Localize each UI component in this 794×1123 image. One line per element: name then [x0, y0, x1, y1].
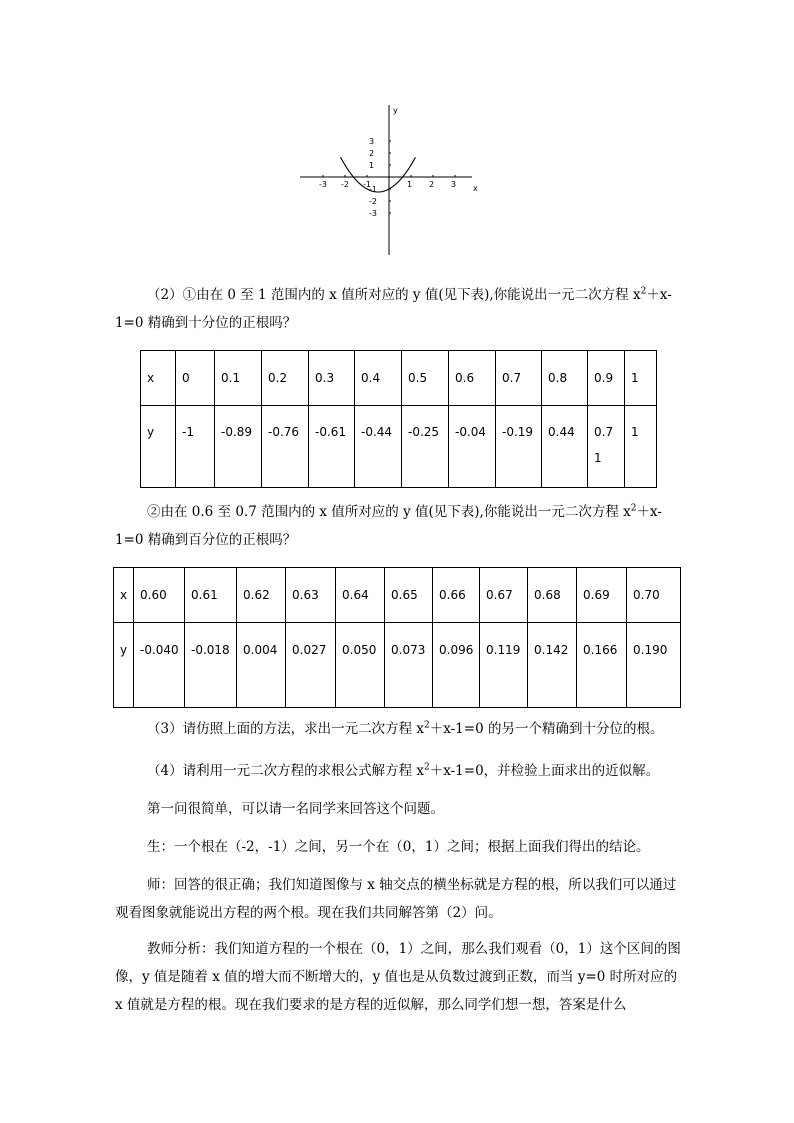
y-tick-label: 3	[369, 137, 375, 146]
value-table-tenths	[140, 350, 657, 488]
parabola-graph	[295, 100, 495, 260]
x-tick-label: 3	[451, 180, 457, 189]
x-tick-label: -3	[319, 180, 327, 189]
table-cell: 0.64	[336, 568, 385, 623]
table-cell: 0.004	[237, 623, 286, 708]
q2-1-text-b: ＋x-1=0 精确到十分位的正根吗？	[115, 287, 672, 331]
table-cell: 0.4	[355, 351, 402, 406]
question-4	[115, 757, 685, 785]
q2-2-text-b: ＋x-1=0 精确到百分位的正根吗？	[115, 504, 662, 548]
table-cell: -0.19	[496, 406, 542, 488]
table-cell: 0.119	[480, 623, 528, 708]
table-cell: 0.70	[627, 568, 681, 623]
q2-2-text-a: ②由在 0.6 至 0.7 范围内的 x 值所对应的 y 值(见下表),你能说出一元二次方程 x	[147, 504, 631, 520]
q3-superscript: 2	[424, 720, 430, 731]
paragraph-teacher-reply: 师：回答的很正确；我们知道图像与 x 轴交点的横坐标就是方程的根，所以我们可以通过观看图象就能说出方程的两个根。现在我们共同解答第（2）问。	[115, 877, 677, 921]
y-tick-label: 2	[369, 149, 375, 158]
table-cell: 1	[625, 351, 657, 406]
table-cell: 0.66	[433, 568, 480, 623]
table-cell: 0.71	[588, 406, 625, 488]
table-cell: 0.69	[577, 568, 627, 623]
x-tick-label: -2	[341, 180, 349, 189]
paragraph-first-question-note: 第一问很简单，可以请一名同学来回答这个问题。	[147, 801, 444, 817]
table-cell: 0.027	[286, 623, 336, 708]
table-header-cell: y	[114, 623, 134, 708]
table-cell: 0.2	[262, 351, 309, 406]
y-axis-label: y	[393, 106, 398, 115]
q3-text-b: ＋x-1=0 的另一个精确到十分位的根。	[429, 721, 664, 737]
q2-1-superscript: 2	[640, 286, 647, 297]
table-cell: 0.096	[433, 623, 480, 708]
table-cell: 0.62	[237, 568, 286, 623]
table-header-cell: x	[114, 568, 134, 623]
table-cell: 0	[176, 351, 215, 406]
q2-1-text-a: （2）①由在 0 至 1 范围内的 x 值所对应的 y 值(见下表),你能说出一元二次方程 x	[147, 287, 641, 303]
paragraph-student-answer: 生：一个根在（-2，-1）之间，另一个在（0，1）之间；根据上面我们得出的结论。	[147, 839, 650, 855]
table-cell: 0.44	[542, 406, 588, 488]
value-table-hundredths	[113, 567, 681, 708]
table-cell: 0.190	[627, 623, 681, 708]
table-cell: 0.68	[528, 568, 577, 623]
table-cell: 0.61	[185, 568, 237, 623]
table-cell: -0.61	[309, 406, 355, 488]
question-2-part-1	[115, 281, 685, 337]
y-tick-label: -2	[369, 197, 377, 206]
y-tick-label: -1	[369, 185, 377, 194]
table-cell: -0.04	[449, 406, 496, 488]
table-cell: -0.44	[355, 406, 402, 488]
table-cell: -0.018	[185, 623, 237, 708]
y-tick-label: -3	[369, 209, 377, 218]
table-cell: -1	[176, 406, 215, 488]
table-cell: 1	[625, 406, 657, 488]
x-tick-label: 1	[407, 180, 413, 189]
table-row-y	[114, 623, 681, 708]
table-row-x	[114, 568, 681, 623]
table-cell: -0.76	[262, 406, 309, 488]
table-cell: 0.60	[134, 568, 185, 623]
table-header-cell: y	[141, 406, 176, 488]
table-cell: 0.073	[385, 623, 433, 708]
table-cell: -0.040	[134, 623, 185, 708]
table-cell: 0.050	[336, 623, 385, 708]
table-row-x	[141, 351, 657, 406]
table-header-cell: x	[141, 351, 176, 406]
table-cell: 0.8	[542, 351, 588, 406]
table-cell: 0.1	[215, 351, 262, 406]
q4-superscript: 2	[424, 762, 430, 773]
paragraph-teacher-analysis: 教师分析：我们知道方程的一个根在（0，1）之间，那么我们观看（0，1）这个区间的图像，y 值是随着 x 值的增大而不断增大的，y 值也是从负数过渡到正数，而当 y=0 时所对应的 x 值就是方程的根。现在我们要求的是方程的近似解，那么同学们想一想，答案是什么	[115, 941, 681, 1013]
parabola-curve	[341, 157, 416, 192]
x-tick-label: 2	[429, 180, 435, 189]
q3-text-a: （3）请仿照上面的方法，求出一元二次方程 x	[147, 721, 424, 737]
q4-text-b: ＋x-1=0，并检验上面求出的近似解。	[429, 763, 660, 779]
table-cell: -0.89	[215, 406, 262, 488]
table-cell: 0.9	[588, 351, 625, 406]
table-cell: 0.7	[496, 351, 542, 406]
q4-text-a: （4）请利用一元二次方程的求根公式解方程 x	[147, 763, 424, 779]
table-cell: 0.63	[286, 568, 336, 623]
table-cell: 0.166	[577, 623, 627, 708]
y-tick-label: 1	[369, 161, 375, 170]
table-cell: 0.6	[449, 351, 496, 406]
q2-2-superscript: 2	[630, 503, 637, 514]
table-cell: -0.25	[402, 406, 449, 488]
table-cell: 0.3	[309, 351, 355, 406]
table-row-y	[141, 406, 657, 488]
table-cell: 0.67	[480, 568, 528, 623]
question-2-part-2	[115, 498, 685, 554]
x-tick-label: -1	[363, 180, 371, 189]
x-axis-label: x	[473, 184, 478, 193]
question-3	[115, 715, 685, 743]
table-cell: 0.142	[528, 623, 577, 708]
table-cell: 0.65	[385, 568, 433, 623]
table-cell: 0.5	[402, 351, 449, 406]
